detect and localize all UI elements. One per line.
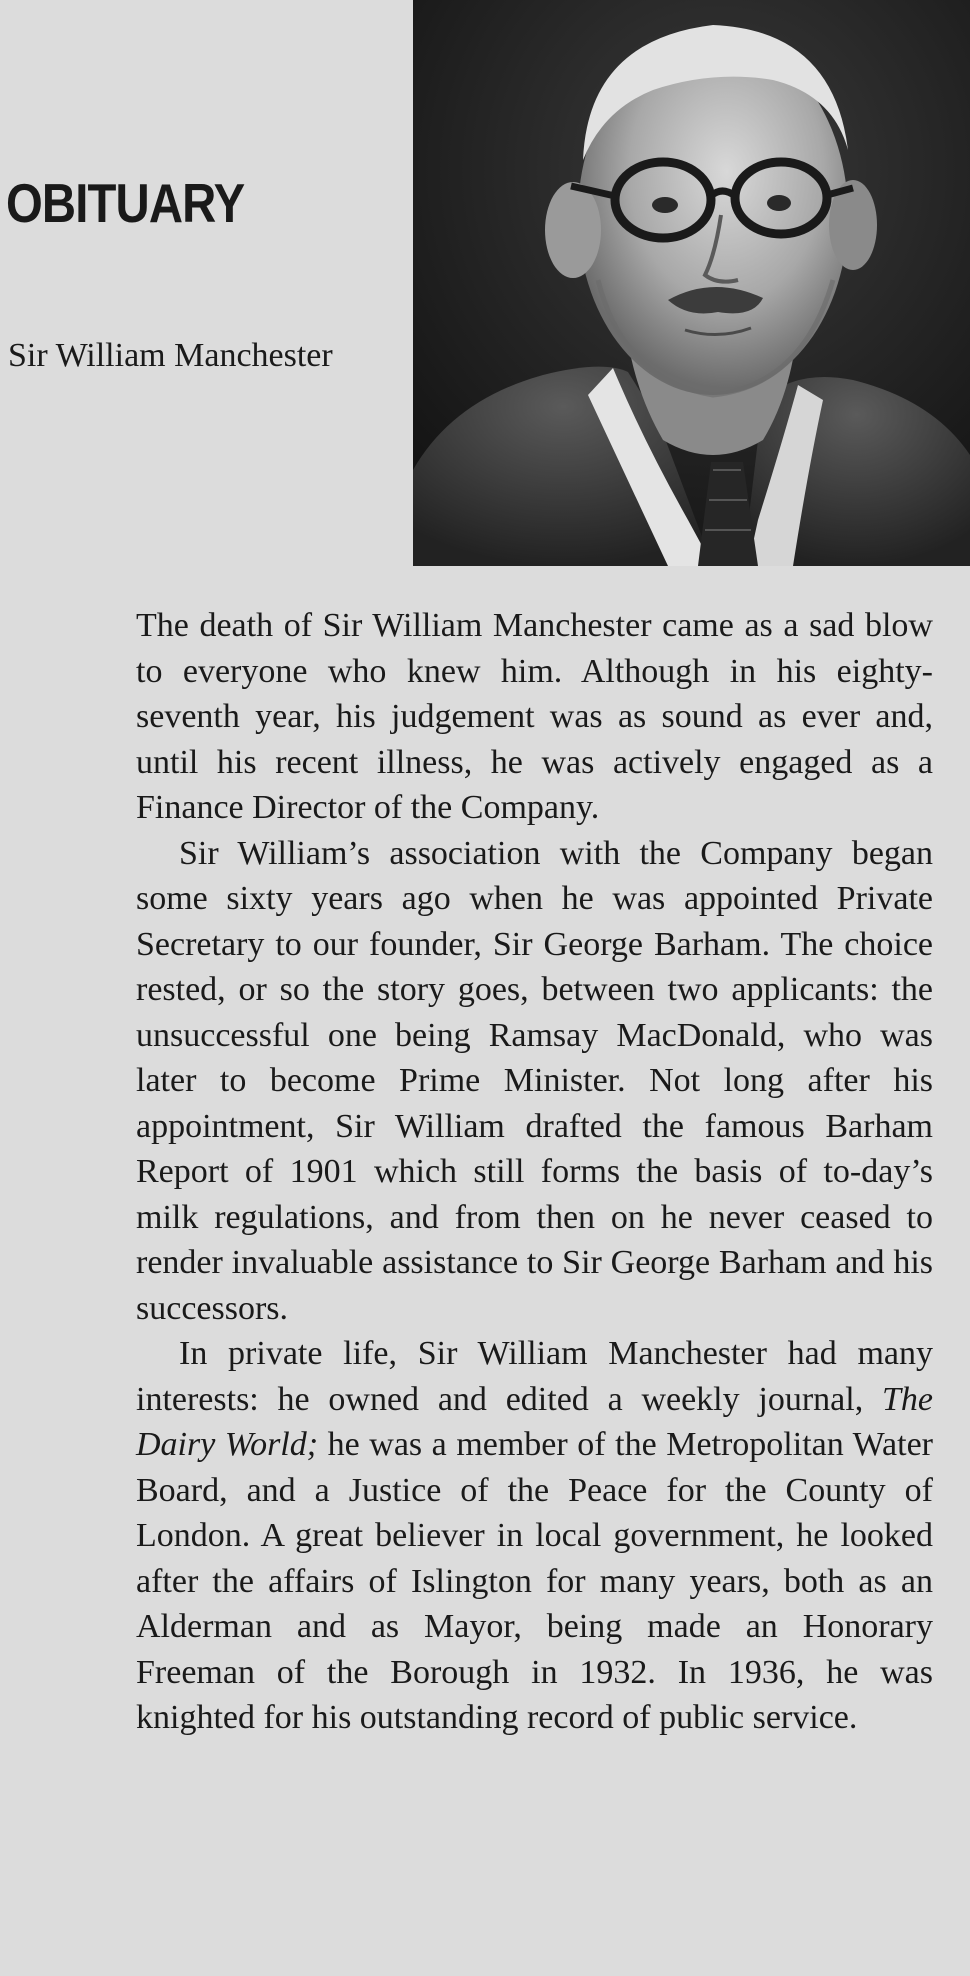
paragraph-3-text-end: he was a member of the Metropolitan Water Board, and a Justice of the Peace for the County of London. A great believer in local government, he looked after the affairs of Islington for many years, both as an Alderman and as Mayor, being made an Honorary Freeman of the Borough in 1932. In 1936, he was knighted for his outstanding record of public service. (136, 1426, 933, 1736)
subject-name-caption: Sir William Manchester (8, 337, 333, 374)
article-paragraph-2: Sir William’s association with the Company began some sixty years ago when he was appointed Private Secretary to our founder, Sir George Barham. The choice rested, or so the story goes, between two applicants: the unsuccessful one being Ramsay MacDonald, who was later to become Prime Minister. Not long after his appointment, Sir William drafted the famous Barham Report of 1901 which still forms the basis of to-day’s milk regulations, and from then on he never ceased to render invaluable assistance to Sir George Barham and his successors. (136, 834, 933, 1327)
obituary-heading: OBITUARY (6, 172, 245, 234)
obituary-article (136, 603, 933, 1741)
article-paragraph-3 (136, 1331, 933, 1741)
portrait-photo (413, 0, 970, 566)
article-paragraph-1: The death of Sir William Manchester came as a sad blow to everyone who knew him. Although in his eighty-seventh year, his judgement was as sound as ever and, until his recent illness, he was actively engaged as a Finance Director of the Company. (136, 607, 933, 826)
paragraph-3-text-start: In private life, Sir William Manchester had many interests: he owned and edited a weekly journal, (136, 1335, 933, 1418)
journal-title: The Dairy World; (136, 1380, 933, 1463)
portrait-photo-icon (413, 0, 970, 566)
